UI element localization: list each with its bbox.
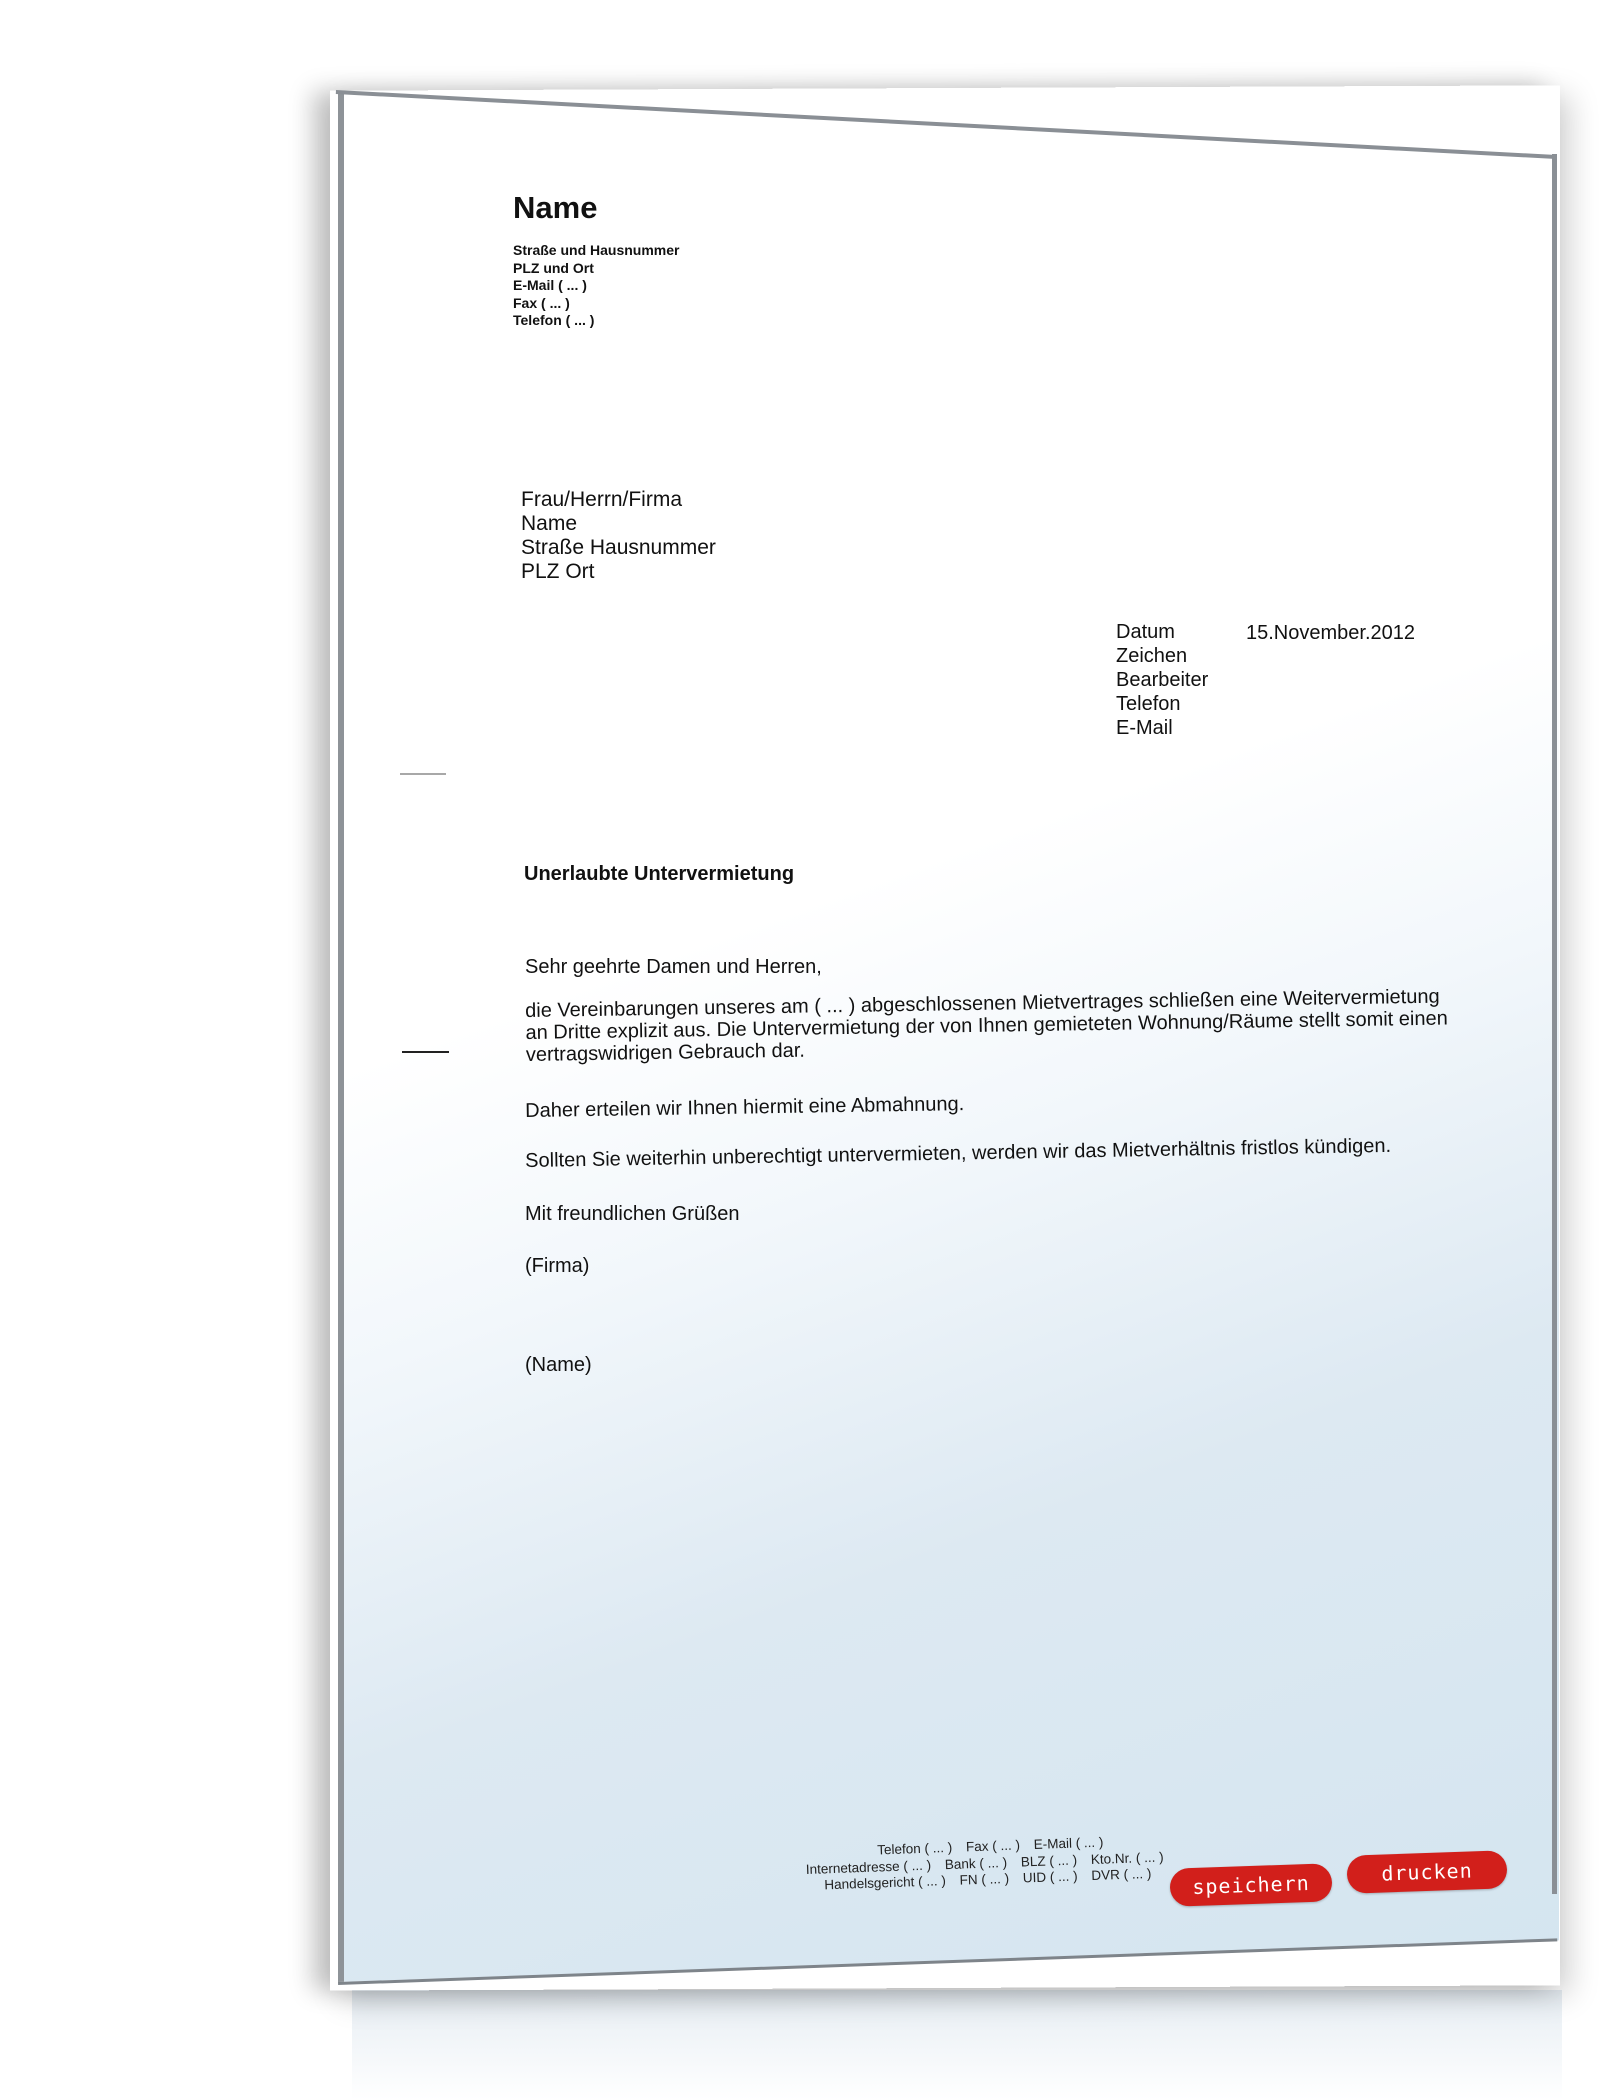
letter-footer — [805, 1832, 1174, 1894]
footer-uid: UID ( ... ) — [1022, 1868, 1078, 1886]
meta-label-clerk: Bearbeiter — [1116, 669, 1209, 691]
signature-name: (Name) — [525, 1354, 592, 1376]
footer-bank: Bank ( ... ) — [944, 1854, 1008, 1872]
sender-name: Name — [513, 190, 598, 225]
signature-company: (Firma) — [525, 1255, 590, 1277]
meta-label-phone: Telefon — [1116, 693, 1181, 715]
footer-phone: Telefon ( ... ) — [876, 1839, 953, 1858]
footer-account-number: Kto.Nr. ( ... ) — [1090, 1848, 1164, 1867]
letter-paragraph-3: Sollten Sie weiterhin unberechtigt untervermieten, werden wir das Mietverhältnis fristlos kündigen. — [525, 1134, 1392, 1172]
save-button[interactable]: speichern — [1169, 1863, 1332, 1907]
sender-fax: Fax ( ... ) — [513, 294, 570, 311]
sender-street: Straße und Hausnummer — [513, 242, 680, 258]
fold-mark-top — [400, 773, 446, 775]
recipient-name: Name — [521, 512, 578, 535]
footer-fax: Fax ( ... ) — [965, 1837, 1021, 1855]
footer-blz: BLZ ( ... ) — [1020, 1852, 1078, 1869]
footer-court: Handelsgericht ( ... ) — [824, 1873, 947, 1893]
footer-website: Internetadresse ( ... ) — [805, 1857, 932, 1877]
letter-meta-labels — [1116, 620, 1208, 740]
footer-email: E-Mail ( ... ) — [1033, 1834, 1104, 1853]
sender-phone: Telefon ( ... ) — [513, 312, 595, 328]
recipient-salutation-line: Frau/Herrn/Firma — [521, 488, 683, 511]
meta-label-date: Datum — [1116, 621, 1175, 643]
recipient-city: PLZ Ort — [521, 560, 595, 583]
meta-label-email: E-Mail — [1116, 717, 1173, 739]
sender-address-block — [513, 242, 679, 330]
recipient-address-block — [521, 488, 716, 584]
letter-closing: Mit freundlichen Grüßen — [525, 1203, 740, 1225]
sender-city: PLZ und Ort — [513, 259, 594, 276]
sender-email: E-Mail ( ... ) — [513, 277, 587, 293]
recipient-street: Straße Hausnummer — [521, 536, 716, 559]
letter-paragraph-2: Daher erteilen wir Ihnen hiermit eine Abmahnung. — [525, 1093, 965, 1122]
letter-paragraph-1: die Vereinbarungen unseres am ( ... ) abgeschlossenen Mietvertrages schließen eine Weitervermietung an Dritte explizit aus. Die Untervermietung der von Ihnen gemieteten Wohnung/Räume stellt somit einen vertragswidrigen Gebrauch dar. — [525, 985, 1448, 1066]
meta-label-reference: Zeichen — [1116, 645, 1188, 667]
letter-salutation: Sehr geehrte Damen und Herren, — [525, 956, 822, 978]
footer-dvr: DVR ( ... ) — [1091, 1865, 1152, 1884]
footer-fn: FN ( ... ) — [959, 1870, 1010, 1888]
print-button[interactable]: drucken — [1346, 1850, 1507, 1894]
letter-subject: Unerlaubte Untervermietung — [524, 863, 795, 885]
meta-date-value: 15.November.2012 — [1246, 622, 1416, 644]
fold-mark-middle — [402, 1051, 449, 1053]
